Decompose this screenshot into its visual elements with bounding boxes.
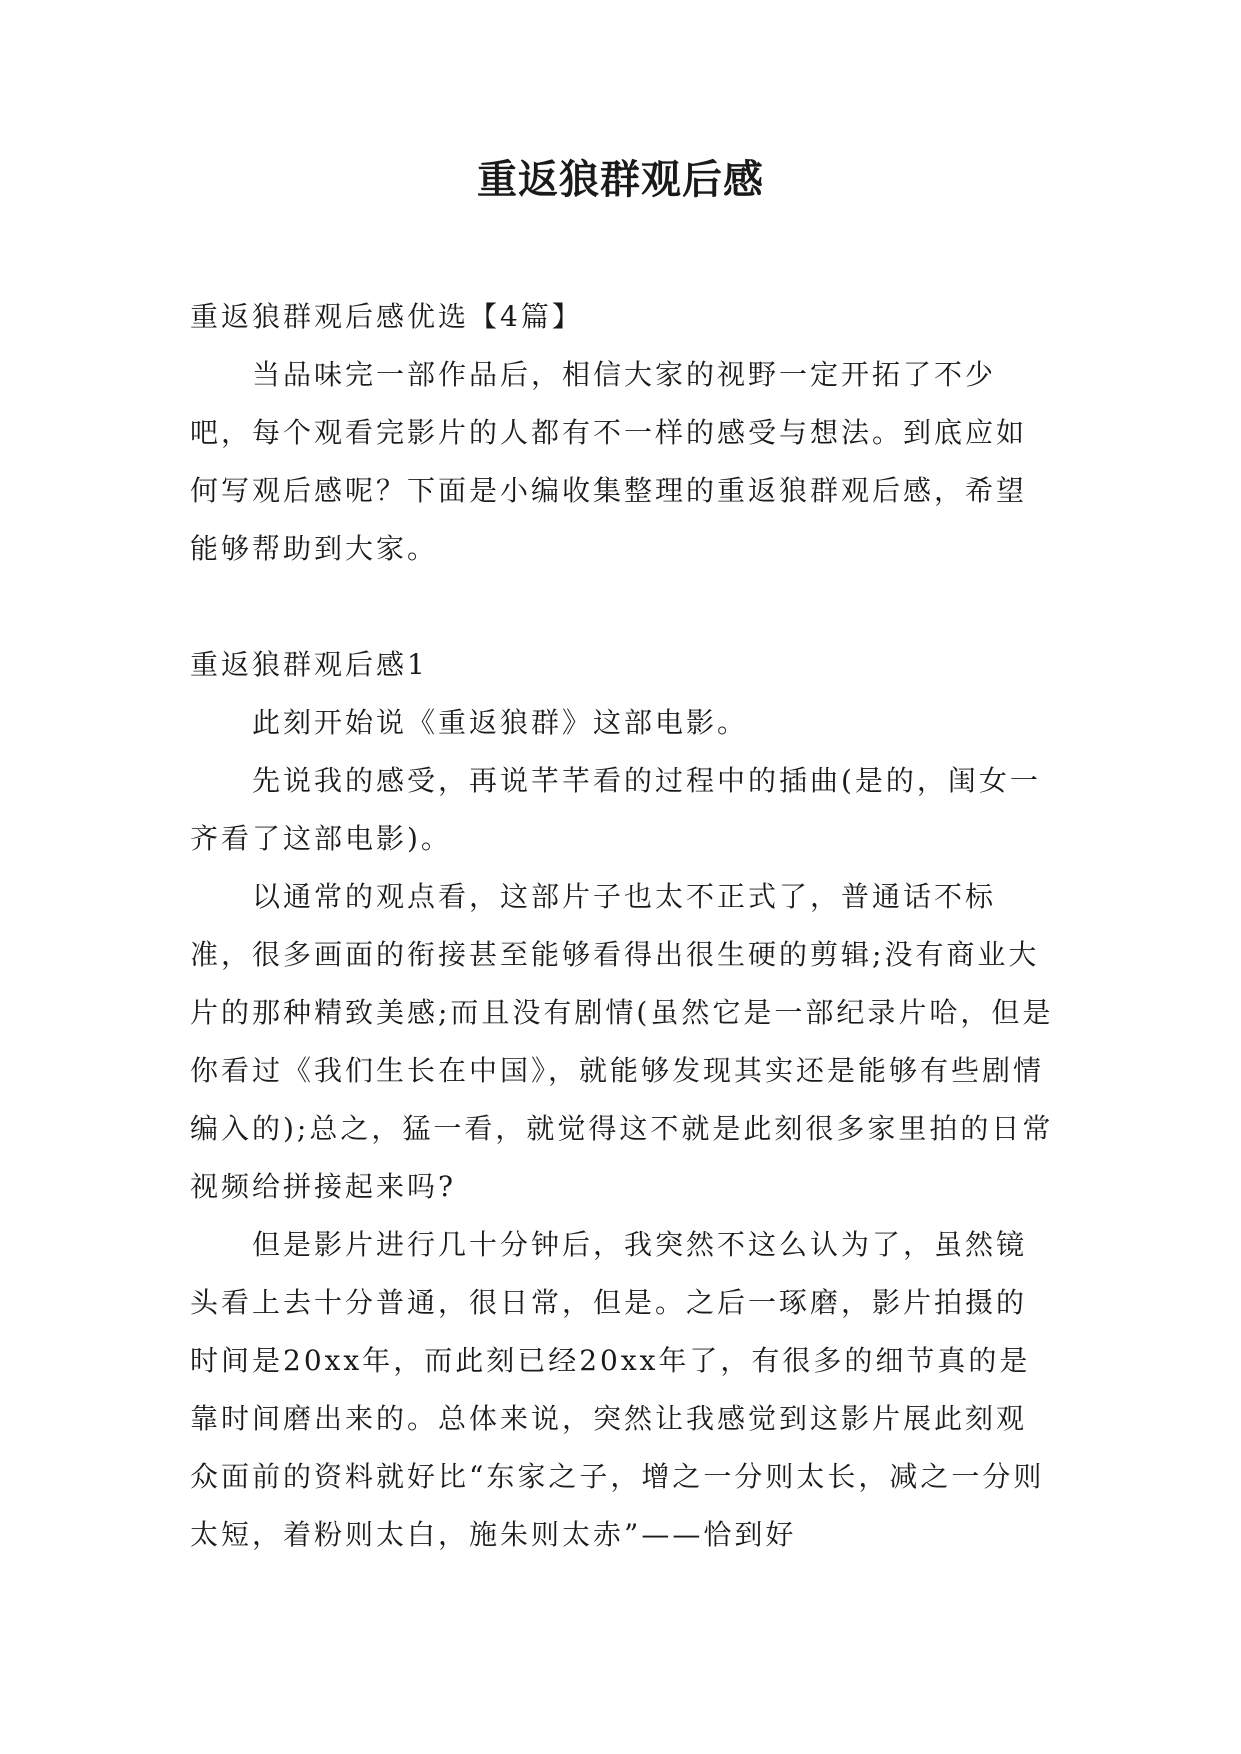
section-heading: 重返狼群观后感1 xyxy=(190,648,428,681)
intro-paragraph: 当品味完一部作品后，相信大家的视野一定开拓了不少吧，每个观看完影片的人都有不一样的感受与想法。到底应如何写观后感呢？下面是小编收集整理的重返狼群观后感，希望能够帮助到大家。 xyxy=(190,358,1028,565)
body-paragraph: 但是影片进行几十分钟后，我突然不这么认为了，虽然镜头看上去十分普通，很日常，但是。之后一琢磨，影片拍摄的时间是20xx年，而此刻已经20xx年了，有很多的细节真的是靠时间磨出来的。总体来说，突然让我感觉到这影片展此刻观众面前的资料就好比“东家之子，增之一分则太长，减之一分则太短，着粉则太白，施朱则太赤”——恰到好 xyxy=(190,1228,1045,1551)
document-body xyxy=(190,288,1056,1564)
document-subtitle: 重返狼群观后感优选【4篇】 xyxy=(190,300,583,333)
body-paragraph: 此刻开始说《重返狼群》这部电影。 xyxy=(252,706,749,739)
document-title: 重返狼群观后感 xyxy=(477,156,764,203)
body-paragraph: 先说我的感受，再说芊芊看的过程中的插曲(是的，闺女一齐看了这部电影)。 xyxy=(190,764,1041,855)
section-spacer xyxy=(190,578,1056,636)
body-paragraph: 以通常的观点看，这部片子也太不正式了，普通话不标准，很多画面的衔接甚至能够看得出很生硬的剪辑;没有商业大片的那种精致美感;而且没有剧情(虽然它是一部纪录片哈，但是你看过《我们生长在中国》，就能够发现其实还是能够有些剧情编入的);总之，猛一看，就觉得这不就是此刻很多家里拍的日常视频给拼接起来吗? xyxy=(190,880,1054,1203)
